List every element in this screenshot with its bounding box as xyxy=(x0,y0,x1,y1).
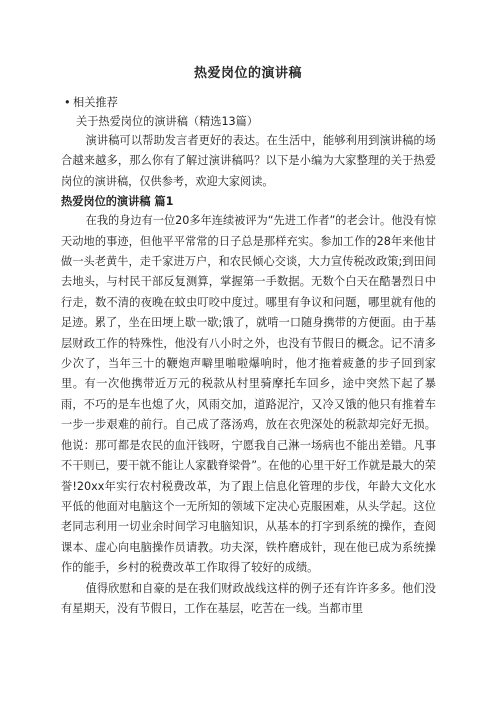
intro-paragraph: 演讲稿可以帮助发言者更好的表达。在生活中，能够利用到演讲稿的场合越来越多，那么你有了解过演讲稿吗？以下是小编为大家整理的关于热爱岗位的演讲稿，仅供参考，欢迎大家阅读。 xyxy=(61,134,436,188)
document-body xyxy=(61,93,436,619)
related-label: 相关推荐 xyxy=(73,96,118,109)
related-recommendation[interactable] xyxy=(61,93,436,112)
related-article-link[interactable]: 关于热爱岗位的演讲稿（精选13篇） xyxy=(76,115,259,128)
body-paragraph-2: 值得欣慰和自豪的是在我们财政战线这样的例子还有许许多多。他们没有星期天，没有节假日，工作在基层，吃苦在一线。当都市里 xyxy=(61,581,436,615)
bullet-icon: • xyxy=(64,96,71,109)
document-title: 热爱岗位的演讲稿 xyxy=(193,66,302,81)
section-heading: 热爱岗位的演讲稿 篇1 xyxy=(61,195,174,209)
body-paragraph-1: 在我的身边有一位20多年连续被评为“先进工作者”的老会计。他没有惊天动地的事迹，但他平平常常的日子总是那样充实。参加工作的28年来他甘做一头老黄牛，走千家进万户，和农民倾心交谈，大力宣传税改政策;到田间去地头，与村民干部反复测算，掌握第一手数据。无数个白天在酷暑烈日中行走，数不清的夜晚在蚊虫叮咬中度过。哪里有争议和问题，哪里就有他的足迹。累了，坐在田埂上歇一歇;饿了，就啃一口随身携带的方便面。由于基层财政工作的特殊性，他没有八小时之外，也没有节假日的概念。记不清多少次了，当年三十的鞭炮声噼里啪啦爆响时，他才拖着疲惫的步子回到家里。有一次他携带近万元的税款从村里骑摩托车回乡，途中突然下起了暴雨，不巧的是车也熄了火，风雨交加，道路泥泞，又冷又饿的他只有推着车一步一步艰难的前行。自己成了落汤鸡，放在衣兜深处的税款却完好无损。他说：那可都是农民的血汗钱呀，宁愿我自己淋一场病也不能出差错。凡事不干则已，要干就不能让人家戳脊梁骨”。在他的心里干好工作就是最大的荣誉!20xx年实行农村税费改革，为了跟上信息化管理的步伐，年龄大文化水平低的他面对电脑这个一无所知的领域下定决心克服困难，从头学起。这位老同志利用一切业余时间学习电脑知识，从基本的打字到系统的操作，查阅课本、虚心向电脑操作员请教。功夫深，铁杵磨成针，现在他已成为系统操作的能手，乡村的税费改革工作取得了较好的成绩。 xyxy=(61,214,436,575)
